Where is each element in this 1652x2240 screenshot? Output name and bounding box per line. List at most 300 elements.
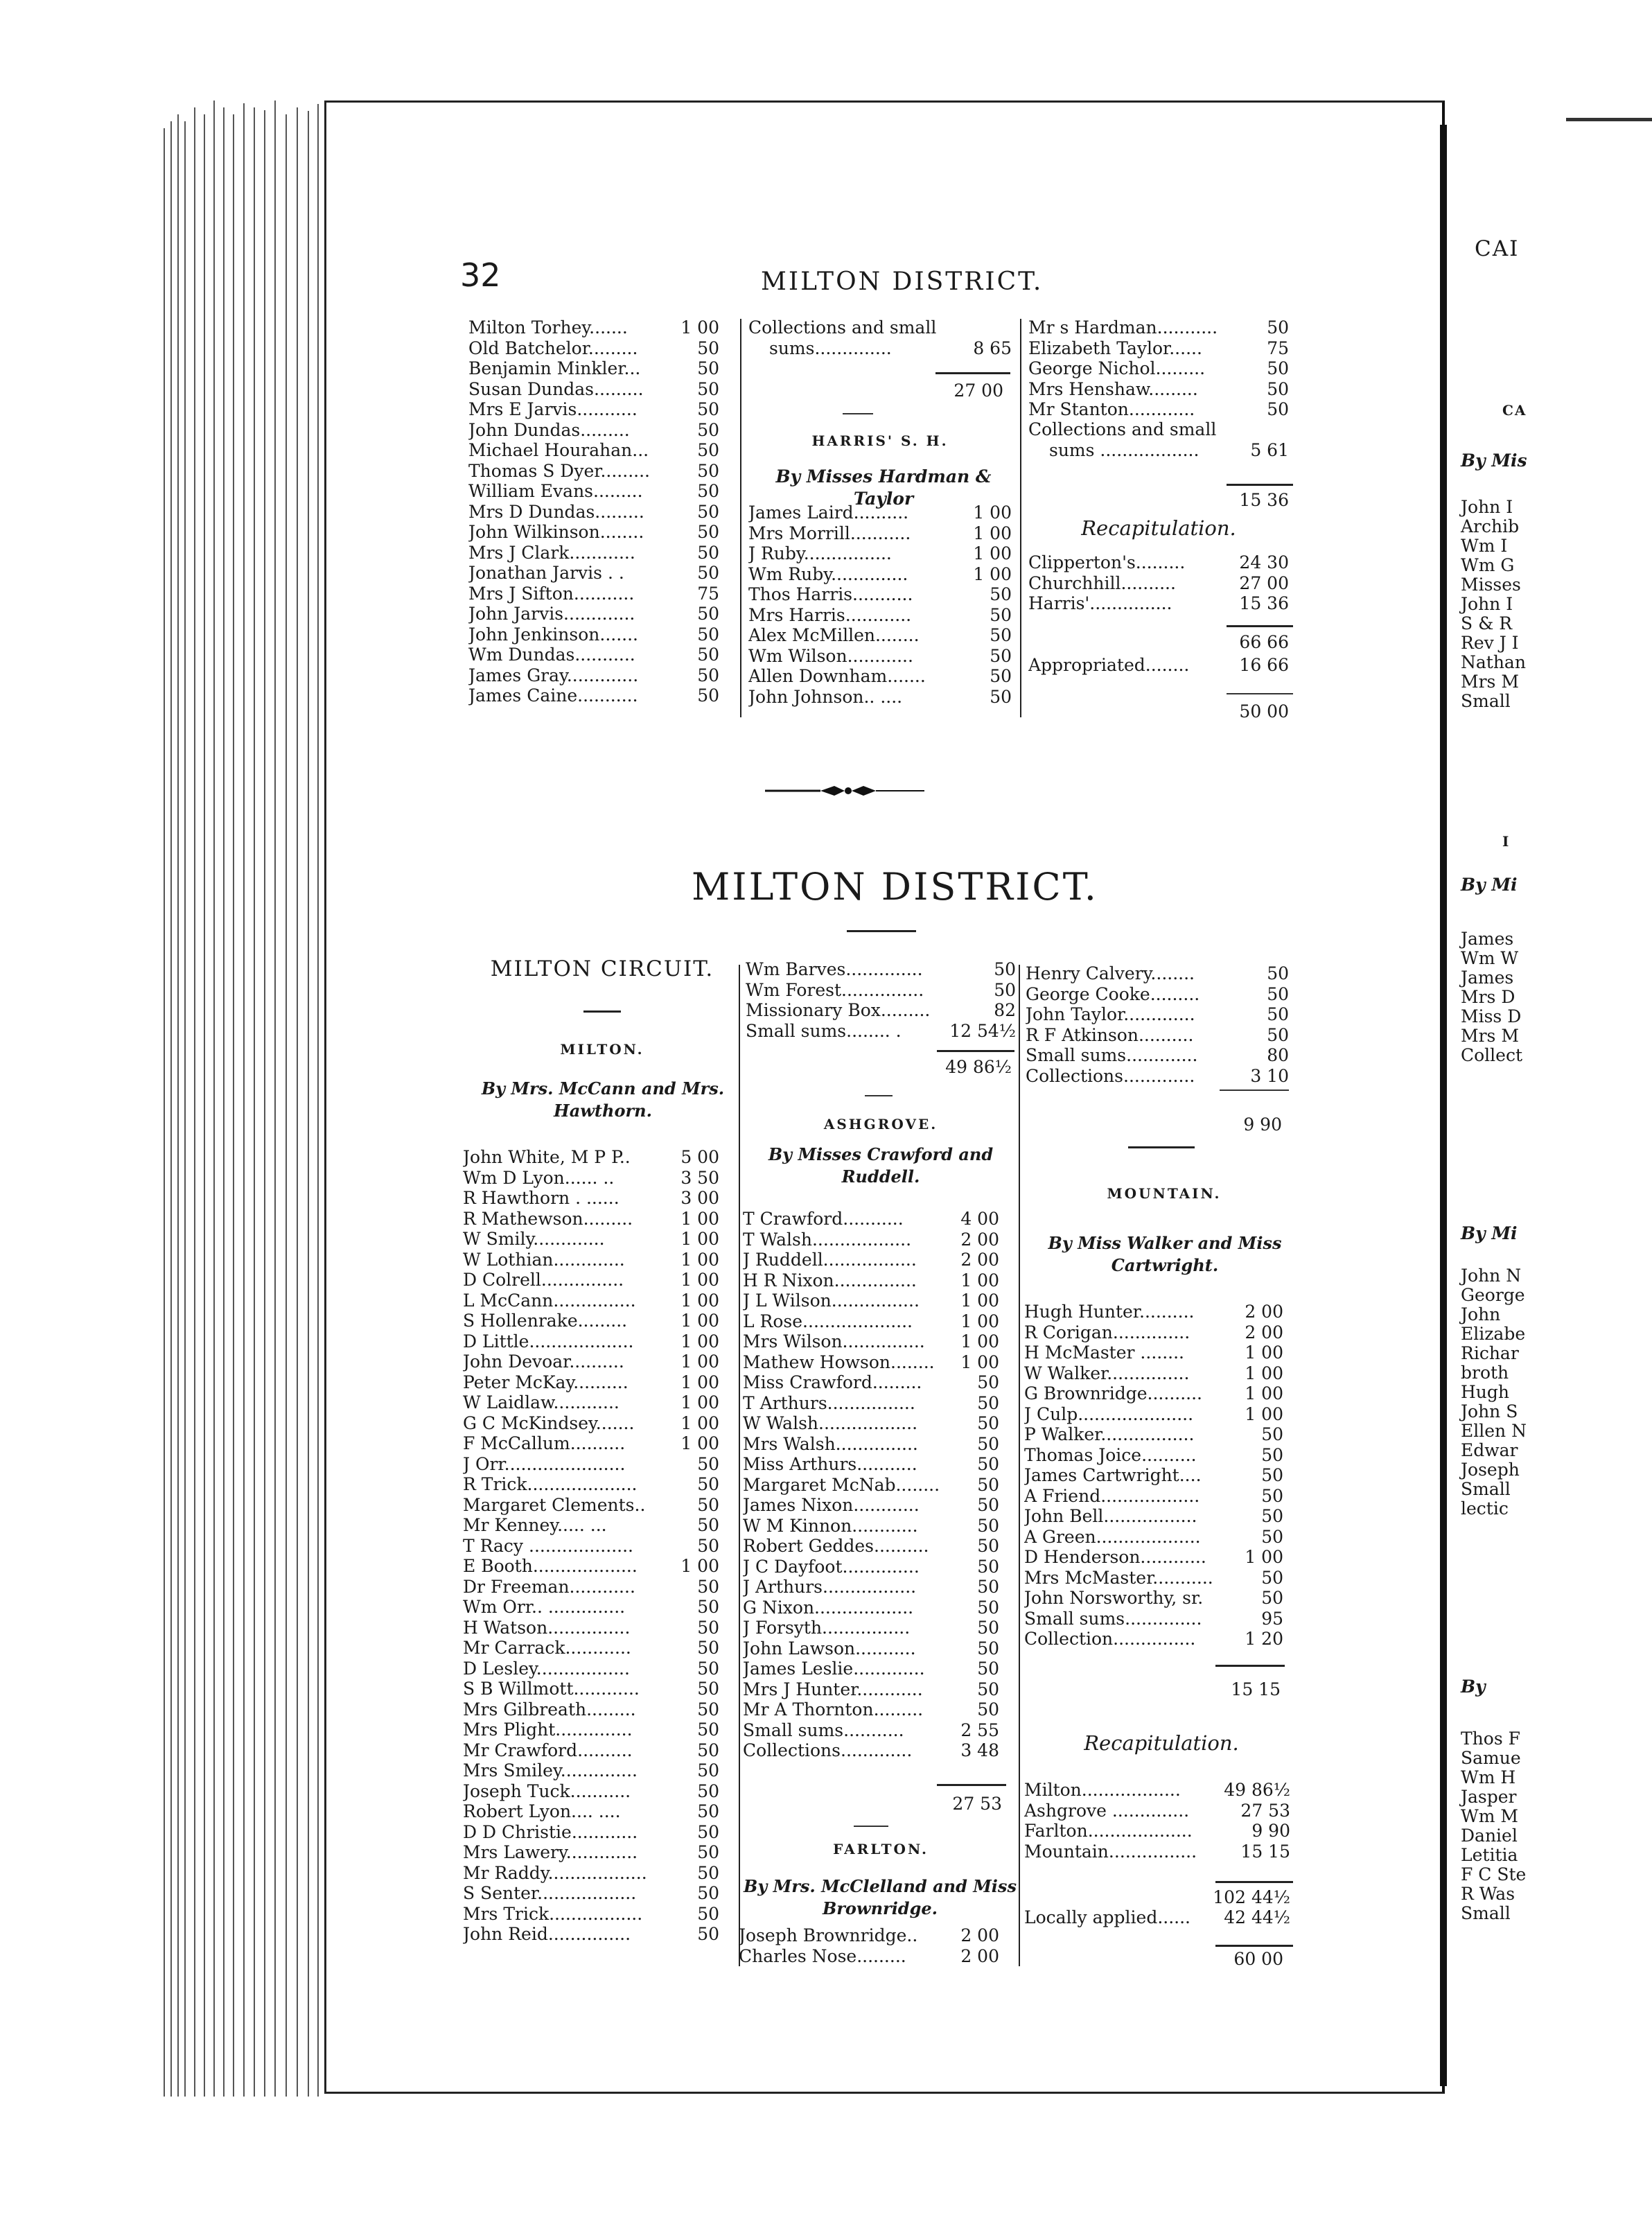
list-item xyxy=(1024,1506,1283,1527)
recap-total: 66 66 xyxy=(1239,632,1289,652)
entry-amount: 50 xyxy=(697,358,719,378)
list-item xyxy=(468,522,719,543)
entry-name: George Nichol......... xyxy=(1028,358,1206,378)
entry-name: T Racy ................... xyxy=(463,1535,633,1556)
list-item xyxy=(463,1515,719,1536)
milton-list xyxy=(463,1147,719,1945)
entry-amount: 1 00 xyxy=(680,1392,719,1412)
entry-amount: 50 xyxy=(1267,983,1289,1004)
entry-amount: 50 xyxy=(990,645,1012,666)
ashgrove-list xyxy=(743,1209,999,1761)
fragment-text: Archib xyxy=(1461,516,1520,536)
entry-name: Mountain................ xyxy=(1024,1841,1197,1862)
list-item xyxy=(1028,573,1289,594)
entry-name: George Cooke......... xyxy=(1026,983,1200,1004)
entry-amount: 50 xyxy=(1267,963,1289,983)
fragment-text: F C Ste xyxy=(1461,1864,1527,1884)
entry-name: Peter McKay.......... xyxy=(463,1372,629,1392)
entry-name: James Laird.......... xyxy=(748,502,909,523)
subtotal: 15 36 xyxy=(1239,490,1289,510)
list-item xyxy=(739,1925,999,1946)
entry-amount: 50 xyxy=(697,1780,719,1801)
fragment-text: By Mi xyxy=(1461,875,1518,895)
list-item xyxy=(748,605,1012,626)
entry-name: Old Batchelor......... xyxy=(468,338,638,358)
entry-amount: 50 xyxy=(697,542,719,563)
entry-amount: 1 00 xyxy=(960,1331,999,1351)
entry-name: James Nixon............ xyxy=(743,1495,920,1515)
entry-name: Susan Dundas......... xyxy=(468,378,644,399)
list-item xyxy=(1024,1363,1283,1384)
entry-name: Miss Arthurs........... xyxy=(743,1454,917,1474)
entry-amount: 50 xyxy=(977,1638,999,1659)
list-item xyxy=(468,420,719,441)
fragment-text: Wm M xyxy=(1461,1806,1518,1826)
entry-amount: 50 xyxy=(697,645,719,665)
entry-amount: 50 xyxy=(1267,399,1289,419)
entry-name: H McMaster ........ xyxy=(1024,1342,1184,1363)
entry-amount: 1 00 xyxy=(680,1433,719,1453)
entry-amount: 1 00 xyxy=(680,1290,719,1311)
entry-name: Wm Orr.. .............. xyxy=(463,1597,626,1617)
list-item xyxy=(463,1760,719,1781)
entry-amount: 3 10 xyxy=(1250,1065,1289,1086)
entry-amount: 1 00 xyxy=(973,543,1012,563)
entry-name: Mr s Hardman........... xyxy=(1028,317,1218,338)
entry-name: Mrs Lawery............. xyxy=(463,1842,638,1862)
list-item xyxy=(463,1392,719,1413)
entry-name: W Smily............. xyxy=(463,1229,605,1249)
entry-name: Mr A Thornton......... xyxy=(743,1699,924,1720)
list-item xyxy=(463,1454,719,1475)
fragment-text: Mrs M xyxy=(1461,672,1519,692)
entry-amount: 3 48 xyxy=(960,1740,999,1760)
list-item xyxy=(1026,1045,1289,1066)
fragment-text: Miss D xyxy=(1461,1006,1522,1026)
milton-continued-list xyxy=(746,959,1016,1041)
list-item xyxy=(463,1147,719,1168)
entry-amount: 15 36 xyxy=(1239,593,1289,613)
list-item xyxy=(468,379,719,400)
entry-amount: 50 xyxy=(697,563,719,583)
list-item xyxy=(1024,1588,1283,1609)
entry-name: Wm Wilson............ xyxy=(748,645,913,666)
list-item xyxy=(468,645,719,665)
list-item xyxy=(743,1699,999,1720)
list-item xyxy=(468,358,719,379)
entry-amount: 50 xyxy=(1261,1444,1283,1465)
entry-amount: 50 xyxy=(697,481,719,501)
list-item xyxy=(1024,1445,1283,1466)
recap-list-top xyxy=(1028,552,1289,614)
list-item xyxy=(746,959,1016,980)
entry-name: Elizabeth Taylor...... xyxy=(1028,338,1202,358)
entry-name: S Hollenrake......... xyxy=(463,1311,628,1331)
entry-amount: 50 xyxy=(697,685,719,706)
list-item xyxy=(1028,399,1289,420)
sum-rule xyxy=(1215,1945,1293,1947)
list-item xyxy=(1028,379,1289,400)
list-item xyxy=(748,584,1012,605)
entry-name: Margaret McNab........ xyxy=(743,1474,940,1495)
entry-name: Mrs Henshaw......... xyxy=(1028,378,1198,399)
entry-name: D Colrell............... xyxy=(463,1270,624,1290)
entry-amount: 50 xyxy=(977,1679,999,1699)
list-item xyxy=(746,1021,1016,1042)
entry-name: Mr Crawford.......... xyxy=(463,1740,633,1760)
entry-name: Mrs E Jarvis........... xyxy=(468,399,638,419)
final-total-bottom: 60 00 xyxy=(1233,1949,1283,1969)
list-item xyxy=(743,1290,999,1311)
entry-amount: 50 xyxy=(990,604,1012,625)
section-harris: HARRIS' S. H. xyxy=(811,432,949,449)
entry-name: Mrs J Clark............ xyxy=(468,542,635,563)
entry-amount: 1 00 xyxy=(960,1270,999,1290)
entry-amount: 50 xyxy=(697,378,719,399)
list-item xyxy=(1026,963,1289,984)
entry-amount: 1 00 xyxy=(973,502,1012,523)
entry-name: Mathew Howson........ xyxy=(743,1351,935,1372)
entry-name: Harris'............... xyxy=(1028,593,1172,613)
entry-amount: 50 xyxy=(977,1659,999,1679)
list-item xyxy=(468,461,719,482)
entry-amount: 75 xyxy=(1267,338,1289,358)
list-item xyxy=(1024,1841,1290,1862)
final-total-top: 50 00 xyxy=(1239,701,1289,721)
column-divider xyxy=(739,965,740,1966)
entry-amount: 50 xyxy=(1261,1506,1283,1526)
sum-rule xyxy=(935,372,1010,374)
list-item xyxy=(1024,1609,1283,1629)
entry-amount: 9 90 xyxy=(1251,1821,1290,1841)
fragment-text: CA xyxy=(1502,402,1527,419)
entry-name: A Green................... xyxy=(1024,1526,1201,1547)
fragment-text: James xyxy=(1461,968,1514,988)
list-item xyxy=(748,646,1012,667)
rule xyxy=(1128,1146,1195,1148)
fragment-text: Wm H xyxy=(1461,1767,1516,1787)
entry-name: L McCann............... xyxy=(463,1290,636,1311)
entry-amount: 1 00 xyxy=(680,1556,719,1576)
entry-name: R Hawthorn . ...... xyxy=(463,1188,620,1208)
fragment-text: Nathan xyxy=(1461,652,1526,672)
entry-name: S B Willmott............ xyxy=(463,1679,640,1699)
list-item xyxy=(743,1720,999,1741)
list-item xyxy=(463,1801,719,1822)
entry-amount: 50 xyxy=(1261,1424,1283,1444)
list-item xyxy=(468,338,719,359)
list-item xyxy=(468,604,719,624)
entry-amount: 15 15 xyxy=(1240,1841,1290,1862)
entry-amount: 50 xyxy=(977,1515,999,1536)
entry-amount: 50 xyxy=(697,1740,719,1760)
entry-name: Ashgrove .............. xyxy=(1024,1800,1190,1821)
top-column-2 xyxy=(748,317,1012,358)
entry-amount: 24 30 xyxy=(1239,552,1289,572)
entry-name: W Walker............... xyxy=(1024,1363,1190,1383)
entry-amount: 50 xyxy=(697,440,719,460)
entry-name: Mrs Smiley.............. xyxy=(463,1760,638,1780)
entry-name: John Wilkinson........ xyxy=(468,522,644,542)
entry-name: Joseph Brownridge.. xyxy=(739,1925,918,1945)
entry-amount: 50 xyxy=(977,1413,999,1433)
entry-name: P Walker................. xyxy=(1024,1424,1195,1444)
entry-name: Miss Crawford......... xyxy=(743,1372,922,1392)
entry-name: Wm Ruby.............. xyxy=(748,563,908,584)
entry-amount: 1 00 xyxy=(973,563,1012,584)
entry-name: Mr Kenney..... ... xyxy=(463,1515,607,1535)
fragment-text: Misses xyxy=(1461,575,1521,595)
entry-name: James Gray............. xyxy=(468,665,639,685)
list-item xyxy=(463,1863,719,1884)
entry-amount: 50 xyxy=(1267,358,1289,378)
entry-name: Joseph Tuck........... xyxy=(463,1780,631,1801)
entry-name: Dr Freeman............ xyxy=(463,1576,635,1597)
entry-name: R Trick.................... xyxy=(463,1474,638,1494)
entry-name: Mr Stanton............ xyxy=(1028,399,1195,419)
entry-name: John Reid............... xyxy=(463,1924,631,1944)
entry-amount: 1 00 xyxy=(1245,1342,1283,1363)
fragment-text: By Mi xyxy=(1461,1223,1518,1243)
fragment-text: Small xyxy=(1461,1903,1511,1923)
list-item xyxy=(463,1904,719,1925)
entry-amount: 1 00 xyxy=(680,1372,719,1392)
list-item xyxy=(743,1598,999,1618)
list-item xyxy=(463,1679,719,1699)
entry-amount: 2 00 xyxy=(1245,1322,1283,1342)
entry-name: J Forsyth................ xyxy=(743,1618,911,1638)
list-item xyxy=(748,687,1012,708)
entry-name: T Arthurs................ xyxy=(743,1392,915,1413)
entry-amount: 50 xyxy=(977,1618,999,1638)
entry-amount: 50 xyxy=(990,584,1012,604)
list-item xyxy=(463,1495,719,1516)
entry-amount: 50 xyxy=(697,1699,719,1720)
section-title: MILTON DISTRICT. xyxy=(692,865,1098,909)
entry-name: Jonathan Jarvis . . xyxy=(468,563,624,583)
entry-name: Thomas Joice.......... xyxy=(1024,1444,1197,1465)
entry-name: Mrs Trick................. xyxy=(463,1903,643,1924)
list-item xyxy=(463,1474,719,1495)
sum-rule xyxy=(937,1050,1014,1052)
list-item xyxy=(1024,1465,1283,1486)
list-item xyxy=(463,1618,719,1638)
entry-amount: 50 xyxy=(1261,1485,1283,1506)
entry-name: Farlton................... xyxy=(1024,1821,1193,1841)
entry-name: Wm Forest............... xyxy=(746,979,924,1000)
list-item xyxy=(743,1311,999,1332)
entry-amount: 1 00 xyxy=(960,1351,999,1372)
entry-name: Wm Dundas........... xyxy=(468,645,635,665)
entry-name: John Jarvis............. xyxy=(468,604,635,624)
entry-amount: 50 xyxy=(977,1556,999,1577)
entry-name: John Dundas......... xyxy=(468,419,630,440)
entry-amount: 50 xyxy=(977,1433,999,1454)
entry-amount: 1 00 xyxy=(960,1311,999,1331)
entry-name: Small sums........ . xyxy=(746,1020,902,1041)
list-item xyxy=(463,1188,719,1209)
fragment-text: Rev J I xyxy=(1461,633,1519,653)
entry-name: J Ruddell................. xyxy=(743,1250,917,1270)
entry-amount: 50 xyxy=(977,1577,999,1597)
entry-name: Collections............. xyxy=(743,1740,913,1760)
recap-list-bottom xyxy=(1024,1780,1290,1862)
fragment-text: I xyxy=(1502,833,1511,850)
entry-amount: 1 00 xyxy=(960,1290,999,1311)
entry-name: James Cartwright.... xyxy=(1024,1465,1202,1485)
top-column-1 xyxy=(468,317,719,706)
entry-amount: 1 00 xyxy=(680,1270,719,1290)
list-item xyxy=(463,1229,719,1250)
entry-amount: 1 00 xyxy=(1245,1383,1283,1403)
list-item xyxy=(463,1556,719,1577)
list-item xyxy=(468,399,719,420)
list-item xyxy=(463,1822,719,1843)
entry-name: H R Nixon............... xyxy=(743,1270,917,1290)
entry-amount: 50 xyxy=(994,979,1016,1000)
list-item xyxy=(1026,984,1289,1005)
entry-amount: 50 xyxy=(697,501,719,522)
list-item xyxy=(743,1516,999,1537)
list-item xyxy=(463,1413,719,1434)
entry-amount: 50 xyxy=(1267,1024,1289,1045)
mountain-list xyxy=(1024,1302,1283,1650)
list-item xyxy=(1028,552,1289,573)
entry-amount: 50 xyxy=(1261,1526,1283,1547)
entry-name: Small sums.............. xyxy=(1024,1608,1202,1629)
entry-amount: 95 xyxy=(1261,1608,1283,1629)
entry-name: Margaret Clements.. xyxy=(463,1494,646,1515)
list-item xyxy=(468,317,719,338)
entry-amount: 3 00 xyxy=(680,1188,719,1208)
entry-amount: 1 00 xyxy=(1245,1403,1283,1424)
entry-name: R Mathewson......... xyxy=(463,1208,633,1229)
list-item xyxy=(463,1209,719,1230)
entry-name: J L Wilson................ xyxy=(743,1290,920,1311)
entry-name: Small sums............. xyxy=(1026,1045,1198,1065)
entry-name: Benjamin Minkler... xyxy=(468,358,641,378)
list-item xyxy=(468,543,719,563)
list-item xyxy=(463,1372,719,1393)
list-item xyxy=(1026,1004,1289,1025)
entry-name: T Crawford........... xyxy=(743,1209,904,1229)
list-item xyxy=(463,1311,719,1331)
entry-name: Thos Harris........... xyxy=(748,584,913,604)
entry-name: Mrs Walsh............... xyxy=(743,1433,918,1454)
entry-name: Mrs D Dundas......... xyxy=(468,501,644,522)
entry-name: Mrs Gilbreath......... xyxy=(463,1699,636,1720)
entry-amount: 1 00 xyxy=(1245,1363,1283,1383)
entry-amount: 50 xyxy=(697,1494,719,1515)
list-item xyxy=(463,1842,719,1863)
fragment-text: John xyxy=(1461,1304,1501,1324)
entry-name: Clipperton's......... xyxy=(1028,552,1186,572)
list-item xyxy=(1024,1302,1283,1322)
fragment-text: James xyxy=(1461,929,1514,949)
list-item xyxy=(463,1924,719,1945)
entry-amount: 50 xyxy=(697,1658,719,1679)
entry-name: Mr Carrack............ xyxy=(463,1638,631,1658)
list-item xyxy=(1028,593,1289,614)
list-item xyxy=(743,1659,999,1679)
entry-name: F McCallum.......... xyxy=(463,1433,626,1453)
list-item xyxy=(463,1331,719,1352)
fragment-text: Samue xyxy=(1461,1748,1521,1768)
entry-name: James Leslie............. xyxy=(743,1659,925,1679)
entry-amount: 2 00 xyxy=(960,1229,999,1250)
entry-amount: 50 xyxy=(697,1453,719,1474)
list-item xyxy=(1024,1527,1283,1548)
locally-applied-row: Locally applied...... 42 44½ xyxy=(1024,1907,1290,1927)
fragment-text: John S xyxy=(1461,1401,1518,1421)
entry-name: W Lothian............. xyxy=(463,1249,625,1270)
list-item xyxy=(743,1495,999,1516)
entry-amount: 50 xyxy=(697,1883,719,1903)
sub-farlton: FARLTON. xyxy=(833,1841,929,1857)
sub-milton: MILTON. xyxy=(560,1041,644,1058)
entry-name: Mrs J Sifton........... xyxy=(468,583,635,604)
list-item xyxy=(1024,1629,1283,1650)
list-item xyxy=(1028,358,1289,379)
list-item xyxy=(463,1638,719,1659)
list-item xyxy=(748,502,1012,523)
list-item xyxy=(1028,317,1289,338)
list-item xyxy=(463,1659,719,1679)
entry-amount: 50 xyxy=(697,338,719,358)
fragment-text: Wm G xyxy=(1461,555,1515,575)
entry-name: W Laidlaw............ xyxy=(463,1392,620,1412)
entry-amount: 50 xyxy=(697,399,719,419)
fragment-text: Ellen N xyxy=(1461,1421,1527,1441)
list-item xyxy=(1024,1342,1283,1363)
entry-name: John Bell................. xyxy=(1024,1506,1197,1526)
collections-row: Collections and small xyxy=(748,317,937,338)
list-item xyxy=(463,1883,719,1904)
entry-name: John Taylor............. xyxy=(1026,1004,1195,1024)
entry-name: John Jenkinson....... xyxy=(468,624,638,645)
entry-amount: 50 xyxy=(697,1679,719,1699)
entry-amount: 50 xyxy=(697,1638,719,1658)
list-item xyxy=(743,1577,999,1598)
entry-amount: 50 xyxy=(977,1474,999,1495)
list-item xyxy=(468,481,719,502)
appropriated-row: Appropriated........ 16 66 xyxy=(1028,655,1289,675)
entry-amount: 1 00 xyxy=(680,317,719,338)
entry-name: J Culp..................... xyxy=(1024,1403,1194,1424)
list-item xyxy=(748,666,1012,687)
list-item xyxy=(468,584,719,604)
farlton-continued-list xyxy=(1026,963,1289,1086)
entry-name: Mr Raddy.................. xyxy=(463,1862,647,1883)
sum-rule xyxy=(1215,1881,1293,1883)
list-item xyxy=(743,1250,999,1270)
entry-amount: 50 xyxy=(977,1454,999,1474)
page-gutter xyxy=(1440,125,1447,2086)
list-item xyxy=(1024,1383,1283,1404)
entry-name: H Watson............... xyxy=(463,1617,631,1638)
entry-name: D D Christie............ xyxy=(463,1821,638,1842)
list-item xyxy=(748,523,1012,544)
entry-amount: 50 xyxy=(977,1536,999,1556)
list-item xyxy=(743,1679,999,1700)
list-item xyxy=(468,502,719,523)
list-item xyxy=(463,1270,719,1290)
entry-amount: 50 xyxy=(697,1576,719,1597)
entry-amount: 50 xyxy=(977,1597,999,1618)
entry-amount: 50 xyxy=(697,604,719,624)
entry-amount: 50 xyxy=(697,1924,719,1944)
collectors-farlton: By Mrs. McClelland and Miss Brownridge. xyxy=(744,1876,1017,1918)
